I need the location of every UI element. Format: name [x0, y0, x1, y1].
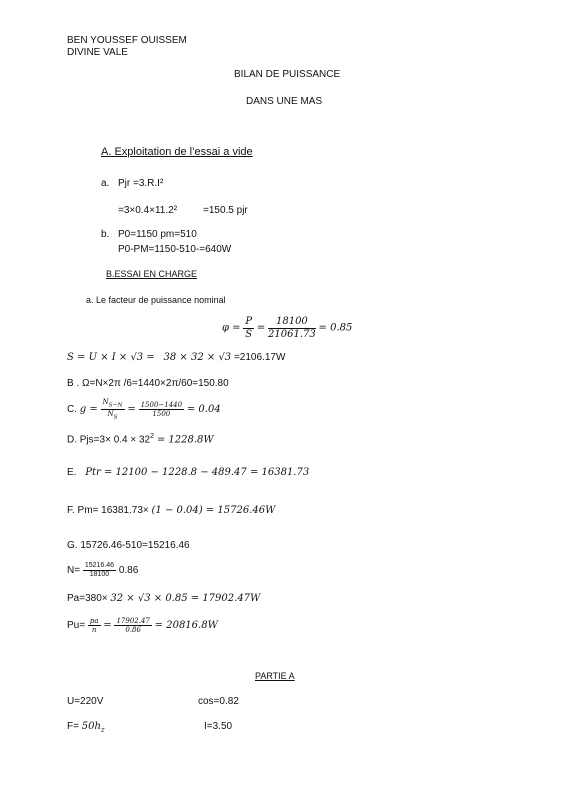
- pu-value-numerator: 17902.47: [116, 617, 150, 625]
- s-values: 38 × 32 × √3: [163, 352, 232, 363]
- mechanical-power-line: [67, 505, 275, 517]
- f-subscript: z: [100, 726, 105, 734]
- ns-subscript: S: [113, 414, 118, 421]
- pu-denominator: n: [91, 626, 97, 635]
- s-denominator: S: [245, 328, 253, 340]
- pu-result: = 20816.8W: [154, 620, 218, 632]
- slip-equals: =: [127, 404, 136, 416]
- slip-numerator: 1500−1440: [140, 401, 183, 410]
- d-exponent: 2: [150, 433, 155, 440]
- item-b-omega: B . Ω=N×2π /6=1440×2π/60=150.80: [67, 378, 229, 389]
- e-prefix: E.: [67, 467, 77, 478]
- pu-prefix: Pu=: [67, 620, 86, 632]
- section-a-item-a-result: =150.5 pjr: [203, 205, 248, 216]
- ns-n-numerator: N: [102, 398, 109, 406]
- efficiency-fraction: [83, 562, 116, 579]
- f-label: F=: [67, 721, 79, 732]
- slip-symbolic-fraction: [101, 398, 125, 421]
- slip-result: = 0.04: [186, 404, 221, 416]
- pa-prefix: Pa=380×: [67, 593, 108, 604]
- title-line-2: DANS UNE MAS: [246, 96, 323, 107]
- pu-equals: =: [103, 620, 112, 632]
- pu-symbolic-fraction: [88, 617, 101, 634]
- cos-value: cos=0.82: [198, 696, 239, 707]
- f-formula: (1 − 0.04) = 15726.46W: [151, 505, 276, 516]
- pa-formula: 32 × √3 × 0.85 = 17902.47W: [110, 593, 261, 604]
- item-g-line: G. 15726.46-510=15216.46: [67, 540, 190, 551]
- section-a-item-b-line1: P0=1150 pm=510: [118, 229, 197, 240]
- frequency-value: [67, 721, 105, 734]
- title-line-1: BILAN DE PUISSANCE: [234, 69, 341, 80]
- current-value: I=3.50: [204, 721, 233, 732]
- n-denominator: 18100: [89, 571, 110, 579]
- phi-denominator: 21061.73: [268, 328, 316, 340]
- author-1: BEN YOUSSEF OUISSEM: [67, 35, 187, 46]
- phi-equals: =: [256, 322, 266, 334]
- absorbed-power-line: [67, 593, 260, 605]
- phi-numerator: 18100: [268, 316, 316, 329]
- s-result: =2106.17W: [233, 352, 286, 363]
- n-numerator: 15216.46: [83, 562, 116, 571]
- e-formula: Ptr = 12100 − 1228.8 − 489.47 = 16381.73: [85, 467, 310, 478]
- section-a-item-a-line1: Pjr =3.R.I²: [118, 178, 164, 189]
- author-2: DIVINE VALE: [67, 47, 128, 58]
- section-a-item-b-line2: P0-PM=1150-510-=640W: [118, 244, 232, 255]
- slip-line: [67, 398, 221, 421]
- stator-loss-line: [67, 433, 214, 446]
- apparent-power-line: [67, 352, 285, 364]
- section-a-item-a-line2: =3×0.4×11.2²: [118, 205, 178, 216]
- s-formula: S = U × I × √3 =: [67, 352, 155, 363]
- g-lhs: g =: [79, 404, 98, 416]
- efficiency-line: [67, 562, 138, 579]
- slip-denominator: 1500: [152, 410, 171, 419]
- power-factor-equation: [222, 316, 352, 340]
- phi-lhs: φ =: [222, 322, 241, 334]
- section-b-item-a: a. Le facteur de puissance nominal: [86, 295, 226, 305]
- section-b-heading: B.ESSAI EN CHARGE: [106, 269, 198, 279]
- voltage-value: U=220V: [67, 696, 104, 707]
- useful-power-line: [67, 617, 218, 634]
- pu-numerator: pa: [89, 617, 99, 625]
- ns-denominator: N: [107, 410, 114, 419]
- p-numerator: P: [245, 316, 253, 327]
- f-number: 50h: [81, 721, 101, 732]
- ns-n-subscript: S−N: [108, 402, 123, 409]
- pu-value-denominator: 0.86: [125, 626, 141, 635]
- section-a-item-b-label: b.: [101, 229, 110, 240]
- n-result: 0.86: [118, 565, 139, 577]
- p-over-s-fraction: [243, 316, 254, 340]
- section-a-heading: A. Exploitation de l’essai a vide: [101, 146, 253, 158]
- pu-value-fraction: [114, 617, 151, 634]
- partie-a-heading: PARTIE A: [255, 671, 295, 681]
- n-prefix: N=: [67, 565, 81, 577]
- value-fraction: [268, 316, 316, 340]
- section-a-item-a-label: a.: [101, 178, 110, 189]
- d-result: = 1228.8W: [156, 434, 214, 446]
- f-prefix: F. Pm= 16381.73×: [67, 505, 149, 516]
- slip-value-fraction: [139, 401, 185, 418]
- phi-result: = 0.85: [318, 322, 353, 334]
- transmitted-power-line: [67, 467, 309, 479]
- c-prefix: C.: [67, 404, 77, 416]
- d-prefix: D. Pjs=3× 0.4 × 32: [67, 434, 151, 446]
